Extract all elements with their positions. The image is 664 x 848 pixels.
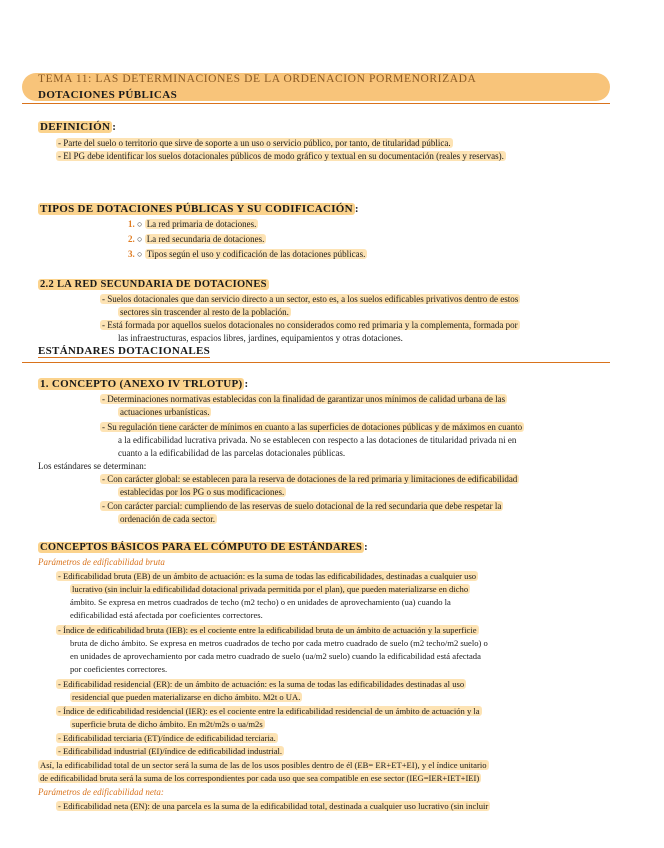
cb-line-6: bruta de dicho ámbito. Se expresa en metros cuadrados de techo por cada metro cuadrado de suelo (m2 techo/m2 suelo) o [70, 638, 488, 648]
concepto-line-3: - Su regulación tiene carácter de mínimos en cuanto a las superficies de dotaciones públicas y de máximos en cuanto [102, 422, 523, 432]
concepto-line-2: actuaciones urbanísticas. [120, 407, 210, 417]
cb-line-5: - Índice de edificabilidad bruta (IEB): es el cociente entre la edificabilidad bruta de un ámbito de actuación y la superficie [58, 625, 477, 635]
cb-line-11: - Índice de edificabilidad residencial (IER): es el cociente entre la edificabilidad residencial de un ámbito de actuación y la [58, 706, 480, 716]
dotaciones-title: DOTACIONES PÚBLICAS [38, 89, 177, 104]
conceptos-basicos-title: CONCEPTOS BÁSICOS PARA EL CÓMPUTO DE ESTÁNDARES [40, 542, 363, 553]
estandares-heading [38, 345, 210, 357]
determinan-text: Los estándares se determinan: [38, 461, 147, 471]
determinan-line-4: ordenación de cada sector. [120, 514, 215, 524]
concepto-line-1: - Determinaciones normativas establecidas con la finalidad de garantizar unos mínimos de calidad urbana de las [102, 394, 506, 404]
tipos-item-3: 3. ○ Tipos según el uso y codificación de las dotaciones públicas. [128, 249, 366, 259]
tipos-title: TIPOS DE DOTACIONES PÚBLICAS Y SU CODIFICACIÓN [40, 203, 353, 215]
definicion-item-1: - Parte del suelo o territorio que sirve de soporte a un uso o servicio público, por tanto, de titularidad pública. [58, 138, 451, 148]
red-secundaria-line-1: - Suelos dotacionales que dan servicio directo a un sector, esto es, a los suelos edificables privativos dentro de estos [102, 294, 519, 304]
cb-line-7: en unidades de aprovechamiento por cada metro cuadrado de suelo (ua/m2 suelo) cuando la edificabilidad está afectada [70, 651, 481, 661]
conceptos-basicos-heading: CONCEPTOS BÁSICOS PARA EL CÓMPUTO DE ESTÁNDARES : [40, 542, 368, 553]
estandares-divider [22, 362, 610, 363]
red-secundaria-line-3: - Está formada por aquellos suelos dotacionales no considerados como red primaria y la complementa, formada por [102, 320, 518, 330]
determinan-line-1: - Con carácter global: se establecen para la reserva de dotaciones de la red primaria y limitaciones de edificabilidad [102, 474, 518, 484]
cb-last-line: - Edificabilidad neta (EN): de una parcela es la suma de la edificabilidad total, destinada a cualquier uso lucrativo (sin incluir [58, 801, 489, 811]
header-divider [22, 103, 610, 104]
edificabilidad-neta-subheading: Parámetros de edificabilidad neta: [38, 787, 164, 797]
concepto-line-5: cuanto a la edificabilidad de las parcelas dotacionales públicas. [118, 448, 346, 458]
red-secundaria-line-2: sectores sin trascender al resto de la población. [120, 307, 289, 317]
determinan-line-2: establecidas por los PG o sus modificaciones. [120, 487, 285, 497]
asi-line-2: de edificabilidad bruta será la suma de los correspondientes por cada uso que sea compatible en ese sector (IEG=IER+IET+IEI) [40, 773, 480, 783]
estandares-title: ESTÁNDARES DOTACIONALES [38, 345, 211, 357]
tipos-heading: TIPOS DE DOTACIONES PÚBLICAS Y SU CODIFICACIÓN : [40, 203, 359, 215]
cb-line-2: lucrativo (sin incluir la edificabilidad dotacional privada permitida por el plan), que pueden materializarse en dicho [72, 584, 469, 594]
concepto-title: 1. CONCEPTO (ANEXO IV TRLOTUP) [40, 378, 243, 390]
tipos-item-1: 1. ○ La red primaria de dotaciones. [128, 219, 257, 229]
edificabilidad-bruta-subheading: Parámetros de edificabilidad bruta [38, 557, 165, 567]
red-secundaria-heading [38, 279, 269, 290]
cb-line-4: edificabilidad está afectada por coeficientes correctores. [70, 610, 263, 620]
cb-line-14: - Edificabilidad industrial (EI)/índice de edificabilidad industrial. [58, 746, 283, 756]
concepto-heading: 1. CONCEPTO (ANEXO IV TRLOTUP) : [40, 378, 249, 390]
red-secundaria-title: 2.2 LA RED SECUNDARIA DE DOTACIONES [40, 279, 267, 290]
tema-title: TEMA 11: LAS DETERMINACIONES DE LA ORDENACION PORMENORIZADA [38, 73, 477, 85]
definicion-item-2: - El PG debe identificar los suelos dotacionales públicos de modo gráfico y textual en su documentación (reales y reservas). [58, 151, 504, 161]
tipos-item-2: 2. ○ La red secundaria de dotaciones. [128, 234, 265, 244]
concepto-line-4: a la edificabilidad lucrativa privada. No se establecen con respecto a las dotaciones de titularidad privada ni en [118, 435, 517, 445]
cb-line-10: residencial que pueden materializarse en dicho ámbito. M2t o UA. [72, 692, 301, 702]
cb-line-9: - Edificabilidad residencial (ER): de un ámbito de actuación: es la suma de todas las edificabilidades destinadas al uso [58, 679, 465, 689]
cb-line-1: - Edificabilidad bruta (EB) de un ámbito de actuación: es la suma de todas las edificabilidades, destinadas a cualquier uso [58, 571, 477, 581]
cb-line-8: por coeficientes correctores. [70, 664, 168, 674]
asi-line-1: Así, la edificabilidad total de un sector será la suma de las de los usos posibles dentro de él (EB= ER+ET+EI), y el índice unitario [40, 760, 487, 770]
determinan-line-3: - Con carácter parcial: cumpliendo de las reservas de suelo dotacional de la red secundaria que debe respetar la [102, 501, 502, 511]
red-secundaria-line-4: las infraestructuras, espacios libres, jardines, equipamientos y otras dotaciones. [118, 333, 403, 343]
cb-line-13: - Edificabilidad terciaria (ET)/índice de edificabilidad terciaria. [58, 733, 276, 743]
definicion-heading: DEFINICIÓN : [40, 121, 117, 133]
cb-line-12: superficie bruta de dicho ámbito. En m2t/m2s o ua/m2s [72, 719, 263, 729]
cb-line-3: ámbito. Se expresa en metros cuadrados de techo (m2 techo) o en unidades de aprovechamiento (ua) cuando la [70, 597, 451, 607]
definicion-title: DEFINICIÓN [40, 121, 111, 133]
